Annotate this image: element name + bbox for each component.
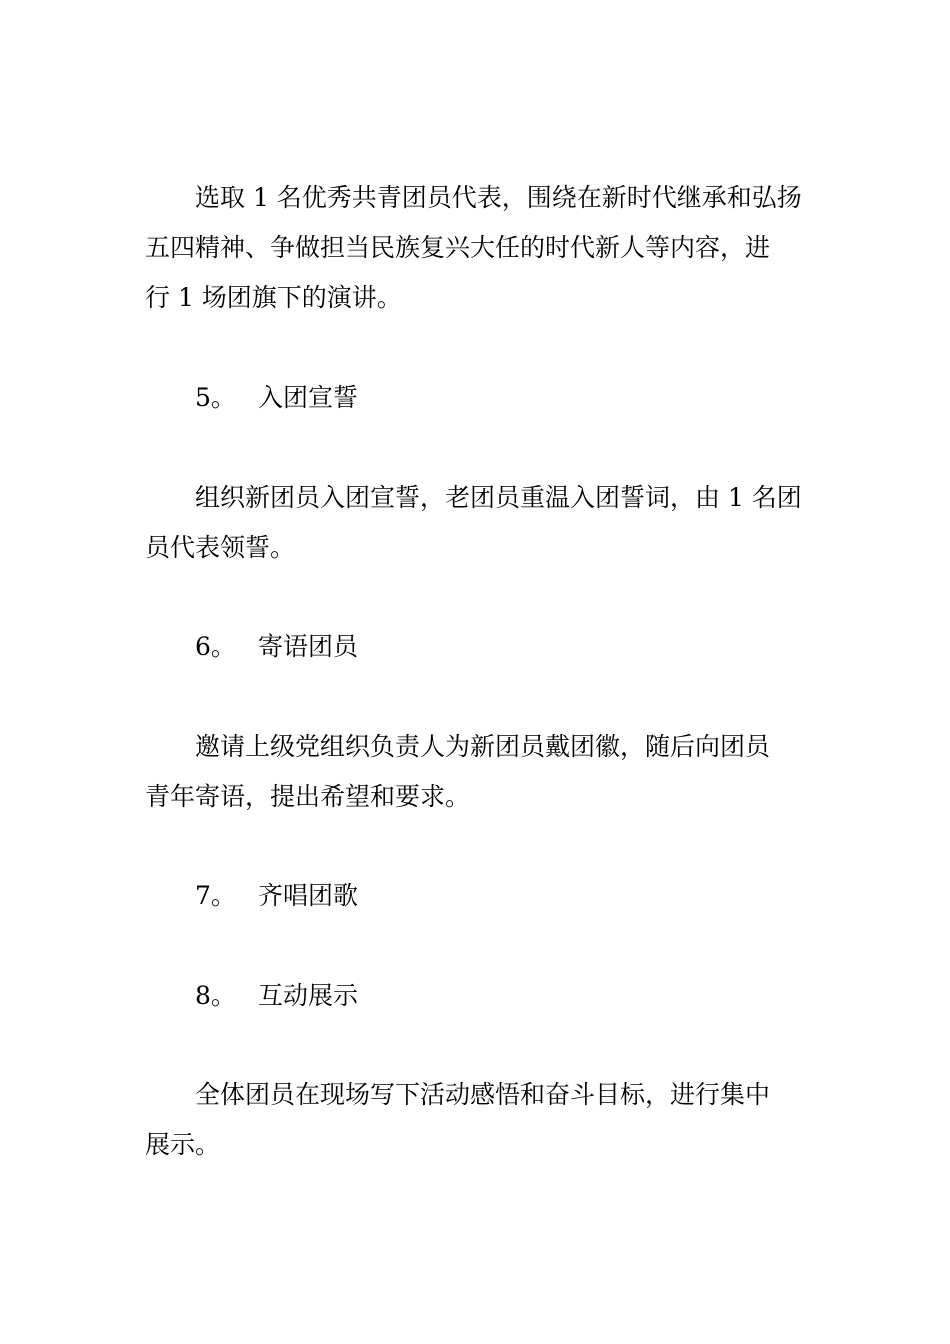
section-heading-5 (195, 383, 875, 413)
section-title: 互动展示 (258, 981, 359, 1010)
section-heading-8 (195, 981, 875, 1011)
section-heading-6 (195, 632, 875, 662)
paragraph-line: 员代表领誓。 (145, 533, 296, 562)
paragraph-line: 行 1 场团旗下的演讲。 (145, 283, 402, 312)
section-heading-7 (195, 881, 875, 911)
paragraph-line: 五四精神、争做担当民族复兴大任的时代新人等内容，进 (145, 233, 771, 262)
section-number: 8。 (195, 981, 236, 1010)
section-title: 入团宣誓 (258, 383, 359, 412)
paragraph-line: 选取 1 名优秀共青团员代表，围绕在新时代继承和弘扬 (195, 183, 802, 212)
section-title: 齐唱团歌 (258, 881, 359, 910)
paragraph-line: 组织新团员入团宣誓，老团员重温入团誓词，由 1 名团 (195, 483, 802, 512)
paragraph-line: 邀请上级党组织负责人为新团员戴团徽，随后向团员 (195, 732, 771, 761)
paragraph-line: 全体团员在现场写下活动感悟和奋斗目标，进行集中 (195, 1080, 771, 1109)
section-number: 5。 (195, 383, 236, 412)
section-number: 7。 (195, 881, 236, 910)
paragraph-line: 展示。 (145, 1130, 221, 1159)
paragraph-line: 青年寄语，提出希望和要求。 (145, 782, 471, 811)
section-number: 6。 (195, 632, 236, 661)
section-title: 寄语团员 (258, 632, 359, 661)
